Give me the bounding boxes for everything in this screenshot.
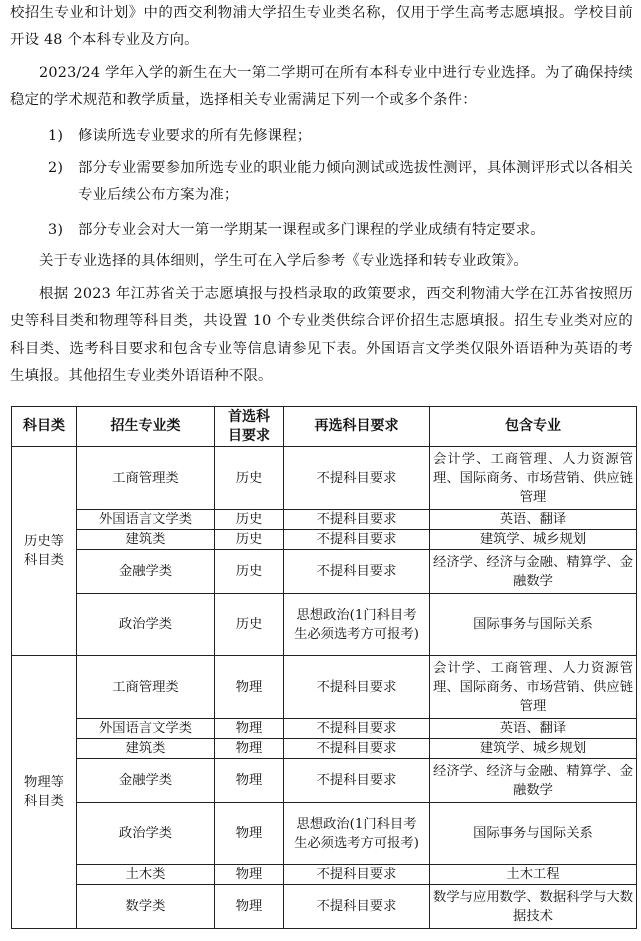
intro-paragraph: 校招生专业和计划》中的西交利物浦大学招生专业类名称，仅用于学生高考志愿填报。学校目前开设 48 个本科专业及方向。 (10, 5, 633, 49)
includes-cell: 国际事务与国际关系 (430, 803, 637, 865)
major-cell: 金融学类 (77, 550, 215, 594)
header-first: 首选科目要求 (215, 407, 284, 447)
table-row (12, 510, 637, 530)
includes-cell: 会计学、工商管理、人力资源管理、国际商务、市场营销、供应链管理 (430, 656, 637, 719)
second-cell: 不提科目要求 (284, 719, 430, 739)
table-row (12, 594, 637, 656)
condition-text: 修读所选专业要求的所有先修课程； (78, 128, 312, 144)
first-cell: 物理 (215, 865, 284, 885)
condition-list (48, 155, 633, 210)
selection-paragraph: 2023/24 学年入学的新生在大一第二学期可在所有本科专业中进行专业选择。为了确保持续稳定的学术规范和教学质量，选择相关专业需满足下列一个或多个条件： (10, 65, 633, 109)
second-cell: 不提科目要求 (284, 865, 430, 885)
table-row (12, 803, 637, 865)
major-cell: 外国语言文学类 (77, 719, 215, 739)
second-cell: 不提科目要求 (284, 550, 430, 594)
major-cell: 工商管理类 (77, 447, 215, 510)
first-cell: 历史 (215, 510, 284, 530)
includes-cell: 国际事务与国际关系 (430, 594, 637, 656)
includes-cell: 英语、翻译 (430, 719, 637, 739)
table-row (12, 447, 637, 510)
major-cell: 政治学类 (77, 803, 215, 865)
table-row (12, 550, 637, 594)
major-cell: 土木类 (77, 865, 215, 885)
first-cell: 物理 (215, 656, 284, 719)
major-cell: 政治学类 (77, 594, 215, 656)
policy-paragraph: 根据 2023 年江苏省关于志愿填报与投档录取的政策要求，西交利物浦大学在江苏省按照历史等科目类和物理等科目类，共设置 10 个专业类供综合评价招生志愿填报。招生专业类对应的科目类、选考科目要求和包含专业等信息请参见下表。外国语言文学类仅限外语语种为英语的考生填报。其他招生专业类外语语种不限。 (10, 286, 633, 385)
major-cell: 建筑类 (77, 530, 215, 550)
second-cell: 思想政治(1门科目考生必须选考方可报考) (284, 803, 430, 865)
first-cell: 物理 (215, 803, 284, 865)
table-row (12, 530, 637, 550)
header-major: 招生专业类 (77, 407, 215, 447)
table-row (12, 885, 637, 929)
second-cell: 不提科目要求 (284, 759, 430, 803)
table-header-row (12, 407, 637, 447)
table-row (12, 865, 637, 885)
table-row (12, 759, 637, 803)
admission-table (11, 406, 637, 929)
condition-list (48, 123, 633, 150)
condition-number: 1) (48, 128, 64, 144)
includes-cell: 经济学、经济与金融、精算学、金融数学 (430, 759, 637, 803)
first-cell: 物理 (215, 759, 284, 803)
first-cell: 物理 (215, 719, 284, 739)
includes-cell: 会计学、工商管理、人力资源管理、国际商务、市场营销、供应链管理 (430, 447, 637, 510)
includes-cell: 数学与应用数学、数据科学与大数据技术 (430, 885, 637, 929)
second-cell: 不提科目要求 (284, 656, 430, 719)
includes-cell: 建筑学、城乡规划 (430, 530, 637, 550)
condition-text: 部分专业会对大一第一学期某一课程或多门课程的学业成绩有特定要求。 (78, 222, 545, 238)
condition-number: 2) (48, 160, 64, 176)
second-cell: 思想政治(1门科目考生必须选考方可报考) (284, 594, 430, 656)
table-row (12, 719, 637, 739)
condition-text: 部分专业需要参加所选专业的职业能力倾向测试或选拔性测评，具体测评形式以各相关专业后续公布方案为准； (78, 160, 633, 204)
condition-item (48, 155, 633, 210)
first-cell: 历史 (215, 550, 284, 594)
header-includes: 包含专业 (430, 407, 637, 447)
first-cell: 历史 (215, 530, 284, 550)
table-row (12, 656, 637, 719)
major-cell: 工商管理类 (77, 656, 215, 719)
includes-cell: 经济学、经济与金融、精算学、金融数学 (430, 550, 637, 594)
condition-list (48, 217, 633, 244)
second-cell: 不提科目要求 (284, 447, 430, 510)
table-row (12, 739, 637, 759)
rules-paragraph: 关于专业选择的具体细则，学生可在入学后参考《专业选择和转专业政策》。 (39, 253, 528, 269)
major-cell: 外国语言文学类 (77, 510, 215, 530)
first-cell: 历史 (215, 594, 284, 656)
header-second: 再选科目要求 (284, 407, 430, 447)
major-cell: 金融学类 (77, 759, 215, 803)
includes-cell: 英语、翻译 (430, 510, 637, 530)
second-cell: 不提科目要求 (284, 739, 430, 759)
includes-cell: 土木工程 (430, 865, 637, 885)
condition-number: 3) (48, 222, 64, 238)
first-cell: 物理 (215, 885, 284, 929)
major-cell: 建筑类 (77, 739, 215, 759)
second-cell: 不提科目要求 (284, 510, 430, 530)
condition-item (48, 123, 633, 150)
includes-cell: 建筑学、城乡规划 (430, 739, 637, 759)
second-cell: 不提科目要求 (284, 885, 430, 929)
second-cell: 不提科目要求 (284, 530, 430, 550)
first-cell: 历史 (215, 447, 284, 510)
header-subject: 科目类 (12, 407, 77, 447)
major-cell: 数学类 (77, 885, 215, 929)
subject-cell: 物理等科目类 (12, 656, 77, 929)
first-cell: 物理 (215, 739, 284, 759)
condition-item (48, 217, 633, 244)
subject-cell: 历史等科目类 (12, 447, 77, 656)
